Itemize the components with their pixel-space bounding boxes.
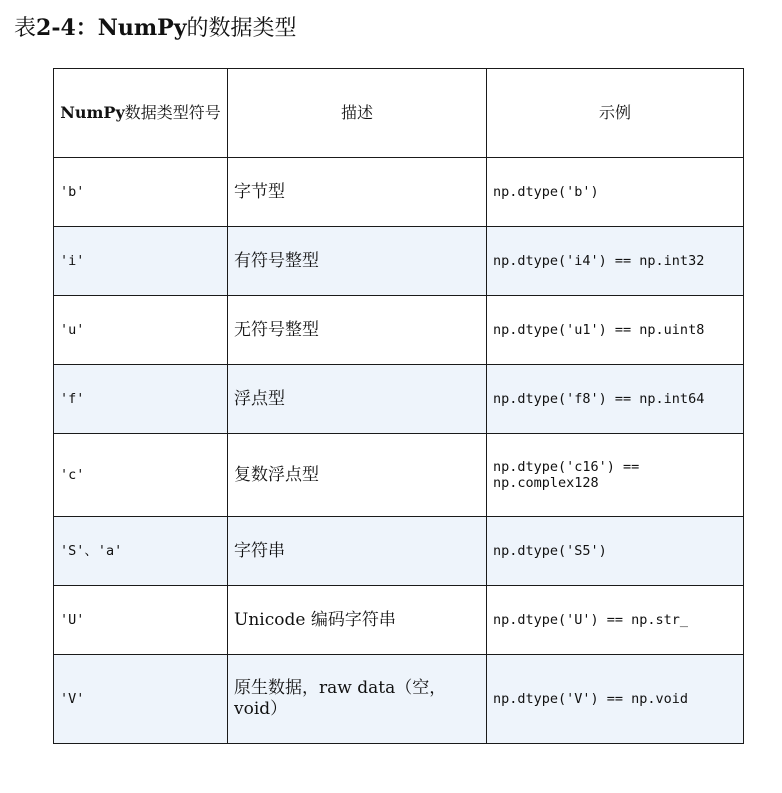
dtype-example: np.dtype('S5') xyxy=(487,517,744,586)
table-caption xyxy=(14,12,297,45)
table-row xyxy=(54,296,744,365)
numpy-dtype-table xyxy=(53,68,744,744)
dtype-code: 'i' xyxy=(54,227,228,296)
header-symbol xyxy=(54,69,228,158)
dtype-code: 'f' xyxy=(54,365,228,434)
dtype-example: np.dtype('U') == np.str_ xyxy=(487,586,744,655)
dtype-code: 'U' xyxy=(54,586,228,655)
dtype-example: np.dtype('c16') == np.complex128 xyxy=(487,434,744,517)
dtype-description: 浮点型 xyxy=(228,365,487,434)
header-example: 示例 xyxy=(487,69,744,158)
caption-number: 2-4：NumPy xyxy=(36,15,187,41)
header-symbol-rest: 数据类型符号 xyxy=(124,103,221,122)
dtype-description: 复数浮点型 xyxy=(228,434,487,517)
header-description: 描述 xyxy=(228,69,487,158)
dtype-description: 有符号整型 xyxy=(228,227,487,296)
dtype-example: np.dtype('i4') == np.int32 xyxy=(487,227,744,296)
caption-suffix: 的数据类型 xyxy=(186,16,297,41)
dtype-example: np.dtype('f8') == np.int64 xyxy=(487,365,744,434)
header-row xyxy=(54,69,744,158)
table-row xyxy=(54,434,744,517)
table-row xyxy=(54,158,744,227)
table-row xyxy=(54,655,744,744)
dtype-code: 'V' xyxy=(54,655,228,744)
dtype-code: 'S'、'a' xyxy=(54,517,228,586)
header-symbol-bold: NumPy xyxy=(60,103,125,122)
dtype-code: 'b' xyxy=(54,158,228,227)
dtype-code: 'u' xyxy=(54,296,228,365)
dtype-example: np.dtype('u1') == np.uint8 xyxy=(487,296,744,365)
caption-prefix: 表 xyxy=(14,16,37,41)
dtype-description: 无符号整型 xyxy=(228,296,487,365)
table-row xyxy=(54,365,744,434)
dtype-description: 字符串 xyxy=(228,517,487,586)
dtype-description: 字节型 xyxy=(228,158,487,227)
dtype-description: Unicode 编码字符串 xyxy=(228,586,487,655)
table-row xyxy=(54,227,744,296)
dtype-code: 'c' xyxy=(54,434,228,517)
dtype-description: 原生数据，raw data（空，void） xyxy=(228,655,487,744)
dtype-example: np.dtype('b') xyxy=(487,158,744,227)
dtype-example: np.dtype('V') == np.void xyxy=(487,655,744,744)
table-row xyxy=(54,586,744,655)
table-row xyxy=(54,517,744,586)
